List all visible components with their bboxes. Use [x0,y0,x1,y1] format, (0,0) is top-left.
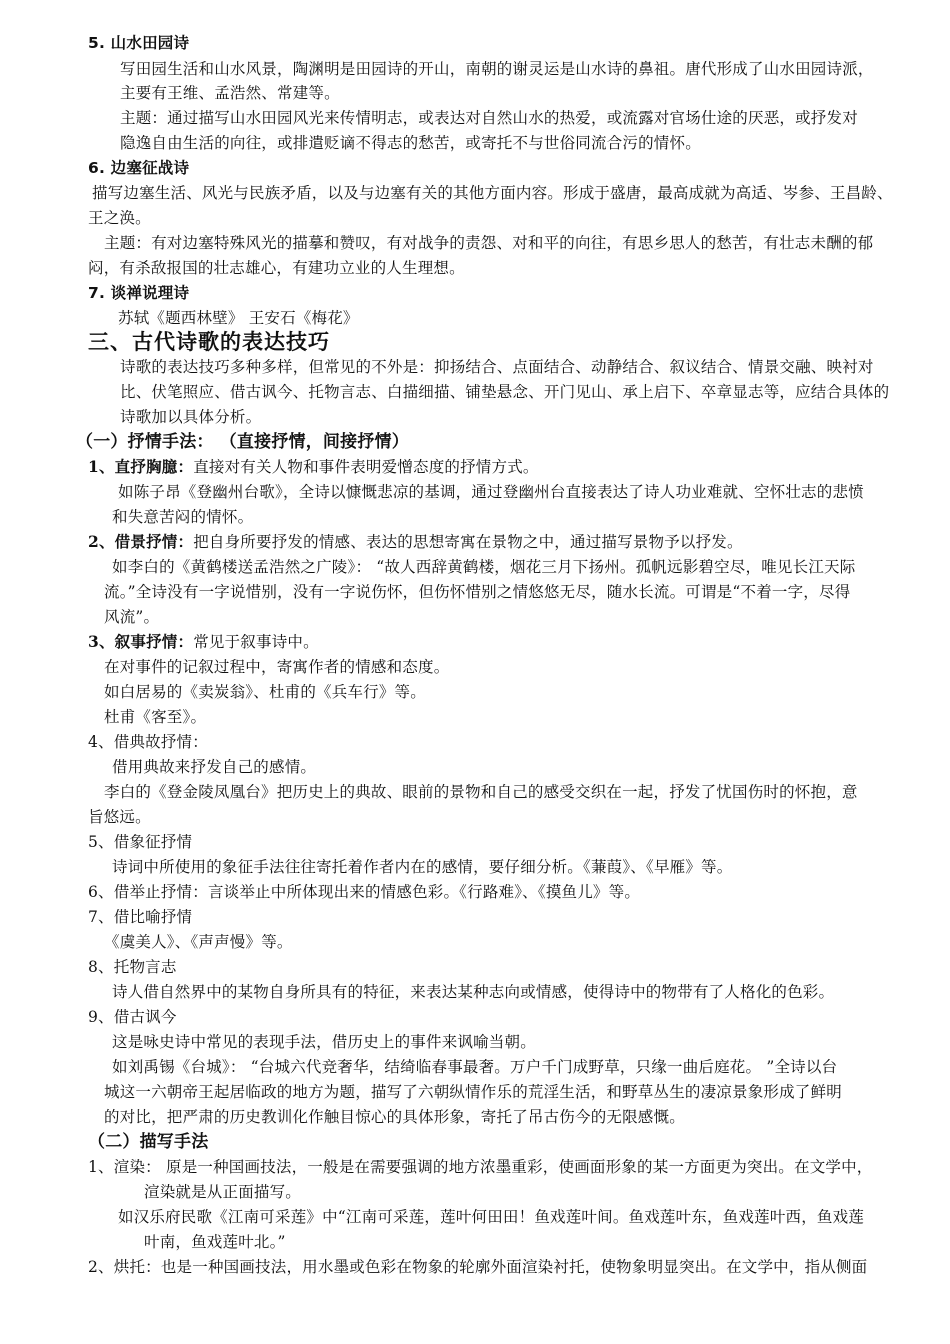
text-line: 1、渲染： 原是一种国画技法，一般是在需要强调的地方浓墨重彩，使画面形象的某一方面更为突出。在文学中， [88,1158,873,1176]
text-line: 王之涣。 [88,209,151,227]
text-line: 的对比，把严肃的历史教训化作触目惊心的具体形象，寄托了吊古伤今的无限感慨。 [104,1108,685,1126]
section-heading: 7. 谈禅说理诗 [88,284,190,302]
text-line: 苏轼《题西林壁》 王安石《梅花》 [118,309,359,327]
text-line: 6、借举止抒情：言谈举止中所体现出来的情感色彩。《行路难》、《摸鱼儿》等。 [88,883,641,901]
section-heading: （一）抒情手法： （直接抒情，间接抒情） [76,432,409,452]
text-line [88,531,743,553]
text-line: 比、伏笔照应、借古讽今、托物言志、白描细描、铺垫悬念、开门见山、承上启下、卒章显志等，应结合具体的 [120,383,890,401]
section-heading: 5. 山水田园诗 [88,34,190,52]
text-line: 闷，有杀敌报国的壮志雄心，有建功立业的人生理想。 [88,259,465,277]
text-line: 主题：有对边塞特殊风光的描摹和赞叹，有对战争的责怨、对和平的向往，有思乡思人的愁苦，有壮志未酬的郁 [104,234,874,252]
text-line: 旨悠远。 [88,808,151,826]
text-line: 渲染就是从正面描写。 [144,1183,302,1201]
text-line: 借用典故来抒发自己的感情。 [112,758,317,776]
text-line: 《虞美人》、《声声慢》等。 [104,933,293,951]
text-line: 写田园生活和山水风景，陶渊明是田园诗的开山，南朝的谢灵运是山水诗的鼻祖。唐代形成了山水田园诗派， [120,60,874,78]
text-line: 如李白的《黄鹤楼送孟浩然之广陵》： “故人西辞黄鹤楼，烟花三月下扬州。孤帆远影碧空尽，唯见长江天际 [112,558,856,576]
text-line: 8、托物言志 [88,958,177,976]
section-heading: 6. 边塞征战诗 [88,159,190,177]
text-line: 叶南，鱼戏莲叶北。” [144,1233,286,1251]
text-line [88,631,319,653]
text-line: 在对事件的记叙过程中，寄寓作者的情感和态度。 [104,658,450,676]
text-line: 隐逸自由生活的向往，或排遣贬谪不得志的愁苦，或寄托不与世俗同流合污的情怀。 [120,134,701,152]
text-line: 主要有王维、孟浩然、常建等。 [120,84,340,102]
text-line: 和失意苦闷的情怀。 [112,508,254,526]
text-line: 如刘禹锡《台城》： “台城六代竞奢华，结绮临春事最奢。万户千门成野草，只缘一曲后庭花。 ”全诗以台 [112,1058,838,1076]
text-line: 诗歌加以具体分析。 [120,408,262,426]
text-line: 5、借象征抒情 [88,833,193,851]
text-line: 流。”全诗没有一字说惜别，没有一字说伤怀，但伤怀惜别之情悠悠无尽，随水长流。可谓是“不着一字，尽得 [104,583,851,601]
term-definition: 常见于叙事诗中。 [193,633,319,651]
text-line: 主题：通过描写山水田园风光来传情明志，或表达对自然山水的热爱，或流露对官场仕途的厌恶，或抒发对 [120,109,858,127]
text-line: 诗歌的表达技巧多种多样，但常见的不外是：抑扬结合、点面结合、动静结合、叙议结合、情景交融、映衬对 [120,358,874,376]
text-line: 诗词中所使用的象征手法往往寄托着作者内在的感情，要仔细分析。《蒹葭》、《早雁》等。 [112,858,733,876]
text-line [88,456,539,478]
text-line: 这是咏史诗中常见的表现手法，借历史上的事件来讽喻当朝。 [112,1033,536,1051]
term-label: 3、叙事抒情： [88,632,194,651]
term-definition: 直接对有关人物和事件表明爱憎态度的抒情方式。 [193,458,539,476]
section-heading: 三、古代诗歌的表达技巧 [88,329,330,354]
text-line: 如汉乐府民歌《江南可采莲》中“江南可采莲，莲叶何田田！鱼戏莲叶间。鱼戏莲叶东，鱼戏莲叶西，鱼戏莲 [118,1208,865,1226]
term-label: 2、借景抒情： [88,532,194,551]
term-definition: 把自身所要抒发的情感、表达的思想寄寓在景物之中，通过描写景物予以抒发。 [193,533,743,551]
text-line: 城这一六朝帝王起居临政的地方为题，描写了六朝纵情作乐的荒淫生活，和野草丛生的凄凉景象形成了鲜明 [104,1083,842,1101]
text-line: 4、借典故抒情： [88,733,208,751]
text-line: 如陈子昂《登幽州台歌》，全诗以慷慨悲凉的基调，通过登幽州台直接表达了诗人功业难就、空怀壮志的悲愤 [118,483,864,501]
text-line: 李白的《登金陵凤凰台》把历史上的典故、眼前的景物和自己的感受交织在一起，抒发了忧国伤时的怀抱，意 [104,783,858,801]
section-heading: （二）描写手法 [88,1132,209,1152]
term-label: 1、直抒胸臆： [88,457,194,476]
text-line: 诗人借自然界中的某物自身所具有的特征，来表达某种志向或情感，使得诗中的物带有了人格化的色彩。 [112,983,835,1001]
text-line: 风流”。 [104,608,160,626]
text-line: 9、借古讽今 [88,1008,177,1026]
text-line: 2、烘托：也是一种国画技法，用水墨或色彩在物象的轮廓外面渲染衬托，使物象明显突出。在文学中，指从侧面 [88,1258,868,1276]
text-line: 描写边塞生活、风光与民族矛盾，以及与边塞有关的其他方面内容。形成于盛唐，最高成就为高适、岑参、王昌龄、 [92,184,893,202]
text-line: 杜甫《客至》。 [104,708,207,726]
text-line: 7、借比喻抒情 [88,908,193,926]
text-line: 如白居易的《卖炭翁》、杜甫的《兵车行》等。 [104,683,426,701]
